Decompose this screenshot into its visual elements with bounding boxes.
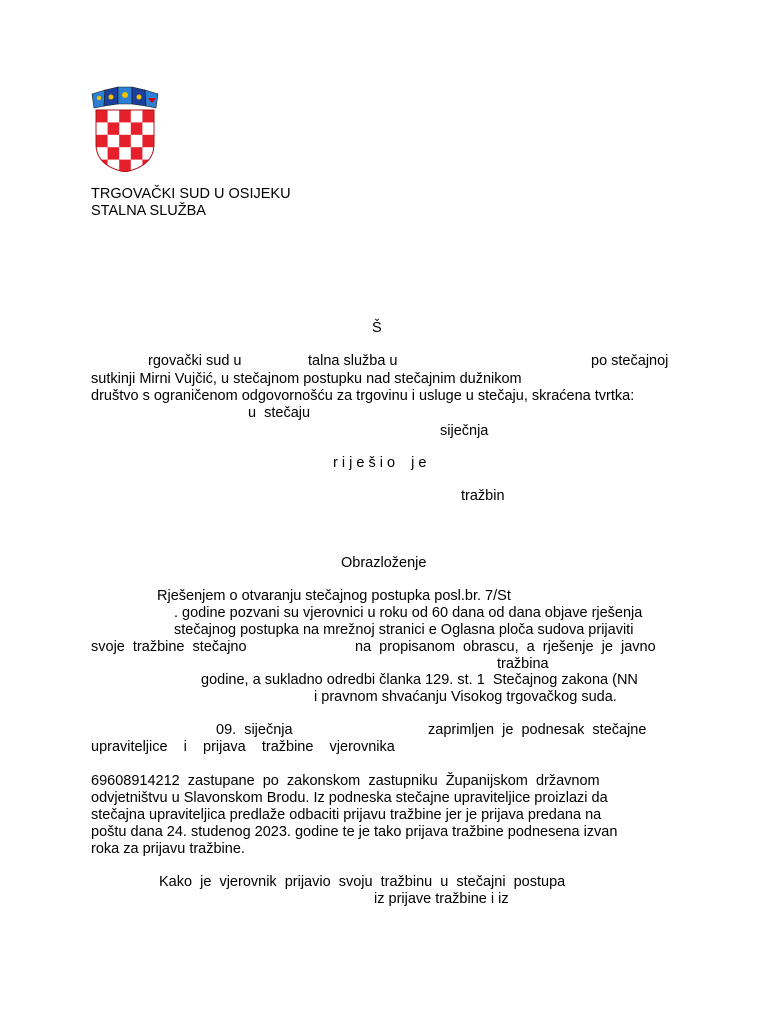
para3-line-3: stečajna upraviteljica predlaže odbaciti prijavu tražbine jer je prijava predana na: [91, 807, 602, 823]
para1-line-4b: na propisanom obrascu, a rješenje je javno: [355, 639, 656, 655]
para1-line-1: Rješenjem o otvaranju stečajnog postupka posl.br. 7/St: [157, 588, 511, 604]
para2-line-2: upraviteljice i prijava tražbine vjerovnika: [91, 739, 395, 755]
para2-line-1b: zaprimljen je podnesak stečajne: [428, 722, 647, 738]
ruling-fragment: tražbin: [461, 488, 505, 504]
intro-fragment-2: talna služba u: [308, 353, 398, 369]
para1-line-7: i pravnom shvaćanju Visokog trgovačkog suda.: [314, 689, 617, 705]
para4-line-1: Kako je vjerovnik prijavio svoju tražbinu u stečajni postupa: [159, 874, 566, 890]
para1-line-4a: svoje tražbine stečajno: [91, 639, 247, 655]
para3-line-2: odvjetništvu u Slavonskom Brodu. Iz podneska stečajne upraviteljice proizlazi da: [91, 790, 608, 806]
reasoning-heading: Obrazloženje: [341, 555, 427, 571]
ruling-heading: r i j e š i o j e: [333, 455, 427, 471]
para4-line-2: iz prijave tražbine i iz: [374, 891, 509, 907]
para1-line-3: stečajnog postupka na mrežnoj stranici e Oglasna ploča sudova prijaviti: [174, 622, 634, 638]
intro-line-4: u stečaju: [248, 405, 311, 421]
para3-line-5: roka za prijavu tražbine.: [91, 841, 245, 857]
court-department: STALNA SLUŽBA: [91, 203, 206, 219]
para1-line-2: . godine pozvani su vjerovnici u roku od 60 dana od dana objave rješenja: [174, 605, 643, 621]
intro-line-5: siječnja: [440, 423, 489, 439]
intro-line-3: društvo s ograničenom odgovornošću za trgovinu i usluge u stečaju, skraćena tvrtka:: [91, 388, 635, 404]
para1-line-6: godine, a sukladno odredbi članka 129. st. 1 Stečajnog zakona (NN: [201, 672, 638, 688]
para3-line-1: 69608914212 zastupane po zakonskom zastupniku Županijskom državnom: [91, 773, 600, 789]
court-name: TRGOVAČKI SUD U OSIJEKU: [91, 186, 291, 202]
para1-line-5: tražbina: [497, 656, 549, 672]
para2-line-1a: 09. siječnja: [216, 722, 293, 738]
croatian-coat-of-arms-emblem: [90, 86, 160, 172]
intro-fragment-3: po stečajnoj: [591, 353, 669, 369]
ruling-label: Š: [372, 320, 382, 336]
intro-line-2: sutkinji Mirni Vujčić, u stečajnom postupku nad stečajnim dužnikom: [91, 371, 522, 387]
intro-fragment-1: rgovački sud u: [148, 353, 242, 369]
para3-line-4: poštu dana 24. studenog 2023. godine te je tako prijava tražbine podnesena izvan: [91, 824, 618, 840]
